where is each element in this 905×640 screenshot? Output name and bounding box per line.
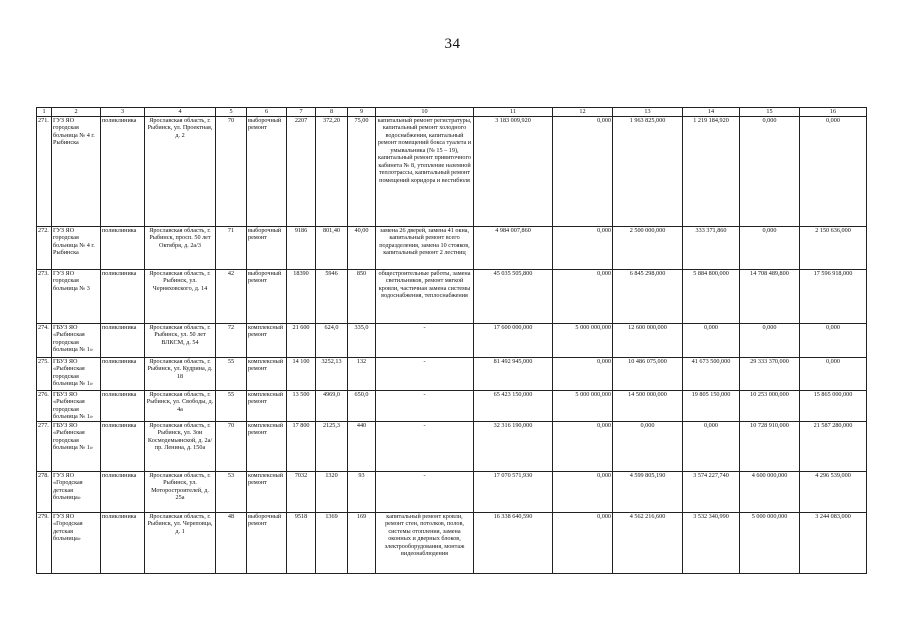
cost-year-2-cell: 1 963 825,000 — [613, 117, 683, 227]
table-row — [37, 422, 867, 472]
cost-year-1-cell: 0,000 — [553, 513, 613, 574]
floor-area-cell: 21 600 — [287, 324, 316, 358]
cost-year-2-cell: 4 599 805,190 — [613, 472, 683, 513]
works-description-cell: - — [376, 422, 474, 472]
total-cost-cell: 81 492 945,000 — [474, 358, 553, 391]
institution-name-cell: ГУЗ ЯО «Городская детская больница» — [52, 472, 101, 513]
cost-year-3-cell: 5 884 800,000 — [683, 270, 740, 324]
cost-year-5-cell: 0,000 — [800, 358, 867, 391]
column-header: 14 — [683, 108, 740, 117]
cost-year-3-cell: 333 371,860 — [683, 227, 740, 270]
volume-cell: 1320 — [316, 472, 348, 513]
cost-year-5-cell: 21 587 280,000 — [800, 422, 867, 472]
institution-name-cell: ГУЗ ЯО «Городская детская больница» — [52, 513, 101, 574]
institution-name-cell: ГБУЗ ЯО «Рыбинская городская больница № 1» — [52, 422, 101, 472]
column-header: 11 — [474, 108, 553, 117]
cost-year-2-cell: 0,000 — [613, 422, 683, 472]
capacity-cell: 169 — [348, 513, 376, 574]
wear-percent-cell: 70 — [216, 117, 247, 227]
volume-cell: 5946 — [316, 270, 348, 324]
unit-type-cell: поликлиника — [101, 270, 145, 324]
volume-cell: 1369 — [316, 513, 348, 574]
cost-year-2-cell: 6 845 298,000 — [613, 270, 683, 324]
cost-year-4-cell: 10 253 000,000 — [740, 391, 800, 422]
cost-year-1-cell: 5 000 000,000 — [553, 324, 613, 358]
column-header: 10 — [376, 108, 474, 117]
cost-year-1-cell: 0,000 — [553, 117, 613, 227]
cost-year-3-cell: 0,000 — [683, 422, 740, 472]
row-number-cell: 279. — [37, 513, 52, 574]
table-row — [37, 324, 867, 358]
repair-type-cell: выборочный ремонт — [247, 270, 287, 324]
cost-year-5-cell: 3 244 083,000 — [800, 513, 867, 574]
row-number-cell: 275. — [37, 358, 52, 391]
cost-year-4-cell: 29 333 370,000 — [740, 358, 800, 391]
page-number: 34 — [444, 36, 461, 52]
row-number-cell: 277. — [37, 422, 52, 472]
cost-year-4-cell: 0,000 — [740, 117, 800, 227]
cost-year-2-cell: 2 500 000,000 — [613, 227, 683, 270]
wear-percent-cell: 55 — [216, 358, 247, 391]
works-description-cell: - — [376, 391, 474, 422]
cost-year-1-cell: 5 000 000,000 — [553, 391, 613, 422]
wear-percent-cell: 71 — [216, 227, 247, 270]
table-row — [37, 391, 867, 422]
institution-name-cell: ГУЗ ЯО городская больница № 3 — [52, 270, 101, 324]
column-header: 9 — [348, 108, 376, 117]
total-cost-cell: 45 035 505,800 — [474, 270, 553, 324]
row-number-cell: 271. — [37, 117, 52, 227]
cost-year-3-cell: 41 673 500,000 — [683, 358, 740, 391]
cost-year-2-cell: 10 486 075,000 — [613, 358, 683, 391]
address-cell: Ярославская область, г. Рыбинск, ул. 50 лет ВЛКСМ, д. 54 — [145, 324, 216, 358]
volume-cell: 2125,3 — [316, 422, 348, 472]
cost-year-3-cell: 0,000 — [683, 324, 740, 358]
cost-year-5-cell: 0,000 — [800, 117, 867, 227]
wear-percent-cell: 70 — [216, 422, 247, 472]
capacity-cell: 850 — [348, 270, 376, 324]
repair-type-cell: комплексный ремонт — [247, 358, 287, 391]
cost-year-1-cell: 0,000 — [553, 270, 613, 324]
cost-year-5-cell: 0,000 — [800, 324, 867, 358]
cost-year-3-cell: 3 574 227,740 — [683, 472, 740, 513]
column-header: 15 — [740, 108, 800, 117]
repair-type-cell: выборочный ремонт — [247, 513, 287, 574]
repair-type-cell: комплексный ремонт — [247, 391, 287, 422]
floor-area-cell: 17 800 — [287, 422, 316, 472]
unit-type-cell: поликлиника — [101, 358, 145, 391]
row-number-cell: 274. — [37, 324, 52, 358]
cost-year-3-cell: 1 219 184,920 — [683, 117, 740, 227]
floor-area-cell: 13 500 — [287, 391, 316, 422]
unit-type-cell: поликлиника — [101, 422, 145, 472]
institution-name-cell: ГБУЗ ЯО «Рыбинская городская больница № 1» — [52, 324, 101, 358]
cost-year-1-cell: 0,000 — [553, 358, 613, 391]
total-cost-cell: 17 070 571,930 — [474, 472, 553, 513]
capacity-cell: 335,0 — [348, 324, 376, 358]
address-cell: Ярославская область, г. Рыбинск, ул. Кудрина, д. 18 — [145, 358, 216, 391]
column-header: 8 — [316, 108, 348, 117]
institution-name-cell: ГБУЗ ЯО «Рыбинская городская больница № 1» — [52, 391, 101, 422]
total-cost-cell: 32 316 190,000 — [474, 422, 553, 472]
address-cell: Ярославская область, г. Рыбинск, ул. Череповца, д. 1 — [145, 513, 216, 574]
column-header: 3 — [101, 108, 145, 117]
column-header: 7 — [287, 108, 316, 117]
unit-type-cell: поликлиника — [101, 227, 145, 270]
cost-year-4-cell: 5 000 000,000 — [740, 513, 800, 574]
cost-year-5-cell: 2 150 636,000 — [800, 227, 867, 270]
cost-year-5-cell: 15 865 000,000 — [800, 391, 867, 422]
row-number-cell: 272. — [37, 227, 52, 270]
total-cost-cell: 3 183 009,920 — [474, 117, 553, 227]
cost-year-2-cell: 14 500 000,000 — [613, 391, 683, 422]
column-header: 1 — [37, 108, 52, 117]
column-header: 4 — [145, 108, 216, 117]
total-cost-cell: 65 423 150,000 — [474, 391, 553, 422]
unit-type-cell: поликлиника — [101, 324, 145, 358]
address-cell: Ярославская область, г. Рыбинск, ул. Свободы, д. 4а — [145, 391, 216, 422]
wear-percent-cell: 48 — [216, 513, 247, 574]
column-header: 6 — [247, 108, 287, 117]
row-number-cell: 278. — [37, 472, 52, 513]
capacity-cell: 650,0 — [348, 391, 376, 422]
volume-cell: 801,40 — [316, 227, 348, 270]
capacity-cell: 93 — [348, 472, 376, 513]
volume-cell: 624,0 — [316, 324, 348, 358]
works-description-cell: замена 26 дверей, замена 41 окна, капитальный ремонт всего подразделения, замена 10 стояков, капитальный ремонт 2 лестниц — [376, 227, 474, 270]
cost-year-1-cell: 0,000 — [553, 472, 613, 513]
cost-year-5-cell: 17 596 918,000 — [800, 270, 867, 324]
floor-area-cell: 9186 — [287, 227, 316, 270]
floor-area-cell: 2207 — [287, 117, 316, 227]
volume-cell: 372,20 — [316, 117, 348, 227]
institution-name-cell: ГУЗ ЯО городская больница № 4 г. Рыбинска — [52, 117, 101, 227]
cost-year-4-cell: 14 708 489,800 — [740, 270, 800, 324]
table-row — [37, 227, 867, 270]
column-header: 2 — [52, 108, 101, 117]
volume-cell: 3252,13 — [316, 358, 348, 391]
capacity-cell: 75,00 — [348, 117, 376, 227]
wear-percent-cell: 55 — [216, 391, 247, 422]
cost-year-5-cell: 4 296 539,000 — [800, 472, 867, 513]
repair-type-cell: выборочный ремонт — [247, 117, 287, 227]
volume-cell: 4969,0 — [316, 391, 348, 422]
unit-type-cell: поликлиника — [101, 472, 145, 513]
cost-year-2-cell: 12 600 000,000 — [613, 324, 683, 358]
cost-year-2-cell: 4 562 216,600 — [613, 513, 683, 574]
unit-type-cell: поликлиника — [101, 391, 145, 422]
column-header: 12 — [553, 108, 613, 117]
works-description-cell: общестроительные работы, замена светильников, ремонт мягкой кровли, частичная замена системы водоснабжения, теплоснабжения — [376, 270, 474, 324]
works-description-cell: - — [376, 324, 474, 358]
cost-year-3-cell: 19 805 150,000 — [683, 391, 740, 422]
total-cost-cell: 4 984 007,860 — [474, 227, 553, 270]
total-cost-cell: 17 600 000,000 — [474, 324, 553, 358]
works-description-cell: - — [376, 472, 474, 513]
cost-year-1-cell: 0,000 — [553, 227, 613, 270]
unit-type-cell: поликлиника — [101, 513, 145, 574]
cost-year-4-cell: 0,000 — [740, 227, 800, 270]
repair-type-cell: комплексный ремонт — [247, 324, 287, 358]
table-row — [37, 270, 867, 324]
cost-year-3-cell: 3 532 340,990 — [683, 513, 740, 574]
floor-area-cell: 18390 — [287, 270, 316, 324]
floor-area-cell: 7032 — [287, 472, 316, 513]
cost-year-1-cell: 0,000 — [553, 422, 613, 472]
repair-type-cell: комплексный ремонт — [247, 472, 287, 513]
floor-area-cell: 9518 — [287, 513, 316, 574]
total-cost-cell: 16 338 640,590 — [474, 513, 553, 574]
header-row — [37, 108, 867, 117]
wear-percent-cell: 53 — [216, 472, 247, 513]
institution-name-cell: ГУЗ ЯО городская больница № 4 г. Рыбинска — [52, 227, 101, 270]
wear-percent-cell: 42 — [216, 270, 247, 324]
capacity-cell: 132 — [348, 358, 376, 391]
works-description-cell: капитальный ремонт кровли, ремонт стен, потолков, полов, системы отопления, замена оконных и дверных блоков, электрооборудования, монтаж видеонаблюдения — [376, 513, 474, 574]
address-cell: Ярославская область, г. Рыбинск, просп. 50 лет Октября, д. 2а/3 — [145, 227, 216, 270]
works-description-cell: - — [376, 358, 474, 391]
works-description-cell: капитальный ремонт регистратуры, капитальный ремонт холодного водоснабжения, капитальный ремонт помещений бокса туалета и умывальника (№ 15 – 19), капитальный ремонт привиточного кабинета № 8, утепление наземной теплотрассы, капитальный ремонт помещений коридора и вестибюля — [376, 117, 474, 227]
capital-repair-table — [36, 107, 867, 574]
unit-type-cell: поликлиника — [101, 117, 145, 227]
repair-type-cell: выборочный ремонт — [247, 227, 287, 270]
address-cell: Ярославская область, г. Рыбинск, ул. Зои Космодемьянской, д. 2а/ пр. Ленина, д. 150а — [145, 422, 216, 472]
table-row — [37, 472, 867, 513]
column-header: 5 — [216, 108, 247, 117]
column-header: 13 — [613, 108, 683, 117]
table-row — [37, 513, 867, 574]
row-number-cell: 276. — [37, 391, 52, 422]
floor-area-cell: 14 100 — [287, 358, 316, 391]
table-row — [37, 358, 867, 391]
cost-year-4-cell: 10 728 910,000 — [740, 422, 800, 472]
column-header: 16 — [800, 108, 867, 117]
address-cell: Ярославская область, г. Рыбинск, ул. Моторостроителей, д. 25а — [145, 472, 216, 513]
capacity-cell: 40,00 — [348, 227, 376, 270]
row-number-cell: 273. — [37, 270, 52, 324]
table-row — [37, 117, 867, 227]
repair-type-cell: комплексный ремонт — [247, 422, 287, 472]
cost-year-4-cell: 0,000 — [740, 324, 800, 358]
cost-year-4-cell: 4 600 000,000 — [740, 472, 800, 513]
capacity-cell: 440 — [348, 422, 376, 472]
institution-name-cell: ГБУЗ ЯО «Рыбинская городская больница № 1» — [52, 358, 101, 391]
wear-percent-cell: 72 — [216, 324, 247, 358]
address-cell: Ярославская область, г. Рыбинск, ул. Черняховского, д. 14 — [145, 270, 216, 324]
address-cell: Ярославская область, г. Рыбинск, ул. Проектная, д. 2 — [145, 117, 216, 227]
